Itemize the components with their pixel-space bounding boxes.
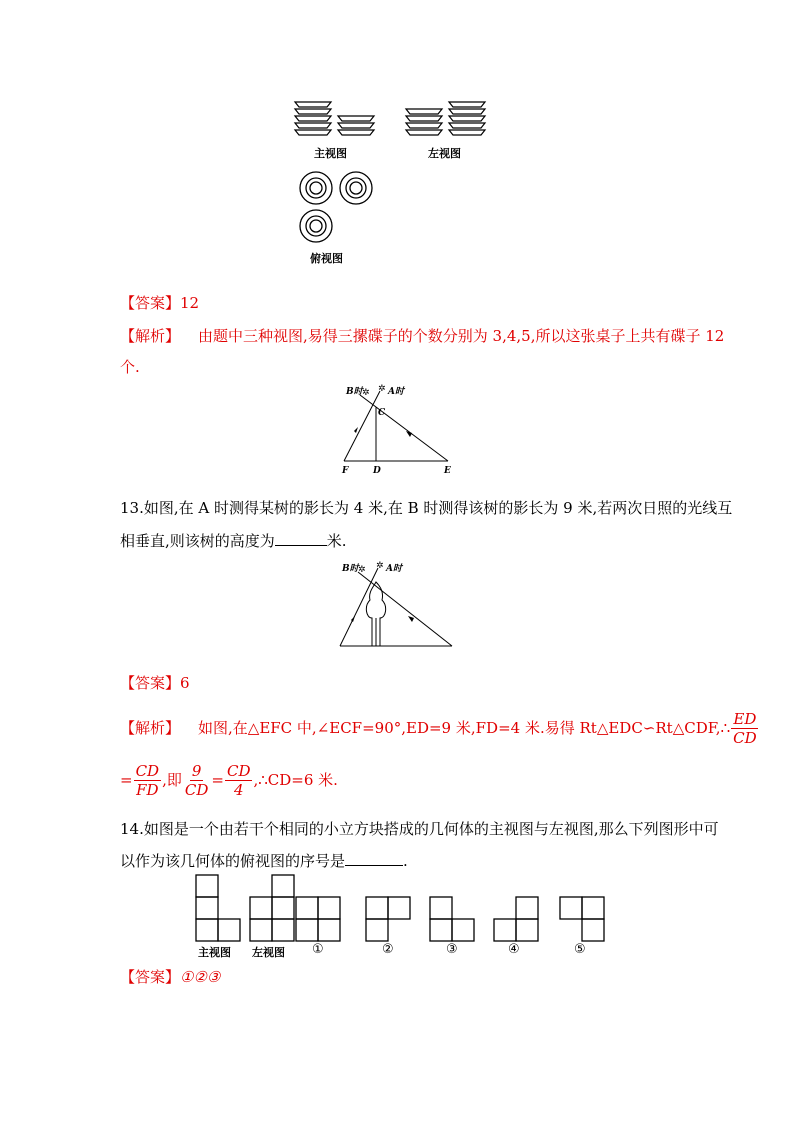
q12-analysis-text: 由题中三种视图,易得三摞碟子的个数分别为 3,4,5,所以这张桌子上共有碟子 12 bbox=[198, 327, 725, 345]
q12-answer-line bbox=[120, 292, 199, 314]
q14-answer-value: ①②③ bbox=[180, 968, 221, 986]
q14-stem-text: 以作为该几何体的俯视图的序号是 bbox=[120, 852, 346, 870]
label-e: E bbox=[444, 466, 451, 476]
fraction-denominator: CD bbox=[733, 728, 757, 747]
label-f: F bbox=[342, 466, 349, 476]
fraction-numerator: CD bbox=[135, 761, 160, 780]
left-view-drawing bbox=[406, 102, 485, 135]
front-view-drawing bbox=[295, 102, 374, 135]
option-2-grid bbox=[366, 897, 410, 941]
plates-three-view-figure bbox=[290, 95, 500, 265]
q12-analysis-line1 bbox=[120, 325, 724, 347]
left-view-caption: 左视图 bbox=[428, 147, 461, 160]
svg-text:✲: ✲ bbox=[362, 388, 370, 398]
shadow-triangle-figure bbox=[340, 385, 460, 477]
q14-caption-option-1: ① bbox=[312, 942, 324, 957]
q14-caption-option-5: ⑤ bbox=[574, 942, 586, 957]
q13-stem-text: 相垂直,则该树的高度为 bbox=[120, 532, 275, 550]
q13-answer-value: 6 bbox=[180, 674, 190, 692]
q14-caption-front: 主视图 bbox=[198, 946, 231, 959]
q13-stem-line1: 13.如图,在 A 时测得某树的影长为 4 米,在 B 时测得该树的影长为 9 米,若两次日照的光线互 bbox=[120, 499, 733, 517]
svg-text:✲: ✲ bbox=[358, 565, 366, 575]
fraction-ed-cd bbox=[731, 710, 759, 747]
answer-label: 【答案】 bbox=[120, 968, 181, 986]
tree-label-b-time: B时 bbox=[342, 564, 359, 574]
label-a-time: A时 bbox=[388, 387, 404, 397]
q14-answer-line bbox=[120, 966, 220, 988]
q14-stem-line2 bbox=[120, 850, 408, 872]
label-b-time: B时 bbox=[346, 387, 363, 397]
fraction-numerator: ED bbox=[733, 709, 757, 728]
option-4-grid bbox=[494, 897, 538, 941]
equation-connector: ,即 bbox=[162, 771, 182, 789]
top-view-caption: 俯视图 bbox=[310, 252, 343, 265]
tree-shadow-figure bbox=[336, 560, 458, 652]
q14-caption-option-3: ③ bbox=[446, 942, 458, 957]
fraction-numerator: CD bbox=[226, 761, 251, 780]
fraction-cd-fd bbox=[134, 762, 162, 799]
svg-text:✲: ✲ bbox=[376, 561, 384, 571]
equation-conclusion: ,∴CD=6 米. bbox=[253, 771, 338, 789]
fraction-denominator: 4 bbox=[233, 780, 244, 799]
q13-analysis-text: 如图,在△EFC 中,∠ECF=90°,ED=9 米,FD=4 米.易得 Rt△EDC∽Rt△CDF,∴ bbox=[198, 719, 731, 737]
label-d: D bbox=[373, 466, 381, 476]
svg-text:✲: ✲ bbox=[378, 384, 386, 394]
q13-answer-line bbox=[120, 672, 190, 694]
front-view-caption: 主视图 bbox=[314, 147, 347, 160]
q13-analysis-line2 bbox=[120, 758, 338, 802]
q13-answer-blank bbox=[275, 531, 327, 546]
left-view-grid bbox=[250, 875, 294, 941]
q14-caption-left: 左视图 bbox=[252, 946, 285, 959]
tree-label-a-time: A时 bbox=[386, 564, 402, 574]
analysis-label: 【解析】 bbox=[120, 327, 181, 345]
equals-sign: = bbox=[120, 771, 133, 789]
front-view-grid bbox=[196, 875, 240, 941]
fraction-denominator: FD bbox=[136, 780, 159, 799]
label-c: C bbox=[378, 408, 386, 418]
q13-analysis-line1 bbox=[120, 706, 760, 750]
top-view-drawing bbox=[300, 172, 372, 242]
q13-stem-line2 bbox=[120, 530, 347, 552]
answer-label: 【答案】 bbox=[120, 674, 181, 692]
q14-stem-end: . bbox=[403, 852, 408, 870]
q14-stem-line1: 14.如图是一个由若干个相同的小立方块搭成的几何体的主视图与左视图,那么下列图形中可 bbox=[120, 820, 719, 838]
q13-stem-end: 米. bbox=[326, 532, 347, 550]
q14-caption-option-2: ② bbox=[382, 942, 394, 957]
fraction-numerator: 9 bbox=[191, 761, 202, 780]
fraction-9-cd bbox=[183, 762, 211, 799]
q12-analysis-line2: 个. bbox=[120, 358, 140, 376]
equals-sign: = bbox=[211, 771, 224, 789]
fraction-denominator: CD bbox=[184, 780, 209, 799]
answer-label: 【答案】 bbox=[120, 294, 181, 312]
option-3-grid bbox=[430, 897, 474, 941]
q14-caption-option-4: ④ bbox=[508, 942, 520, 957]
q14-answer-blank bbox=[345, 851, 403, 866]
q12-answer-value: 12 bbox=[180, 294, 200, 312]
option-1-grid bbox=[296, 897, 340, 941]
fraction-cd-4 bbox=[225, 762, 253, 799]
analysis-label: 【解析】 bbox=[120, 719, 181, 737]
option-5-grid bbox=[560, 897, 604, 941]
cube-views-figure bbox=[194, 873, 614, 943]
